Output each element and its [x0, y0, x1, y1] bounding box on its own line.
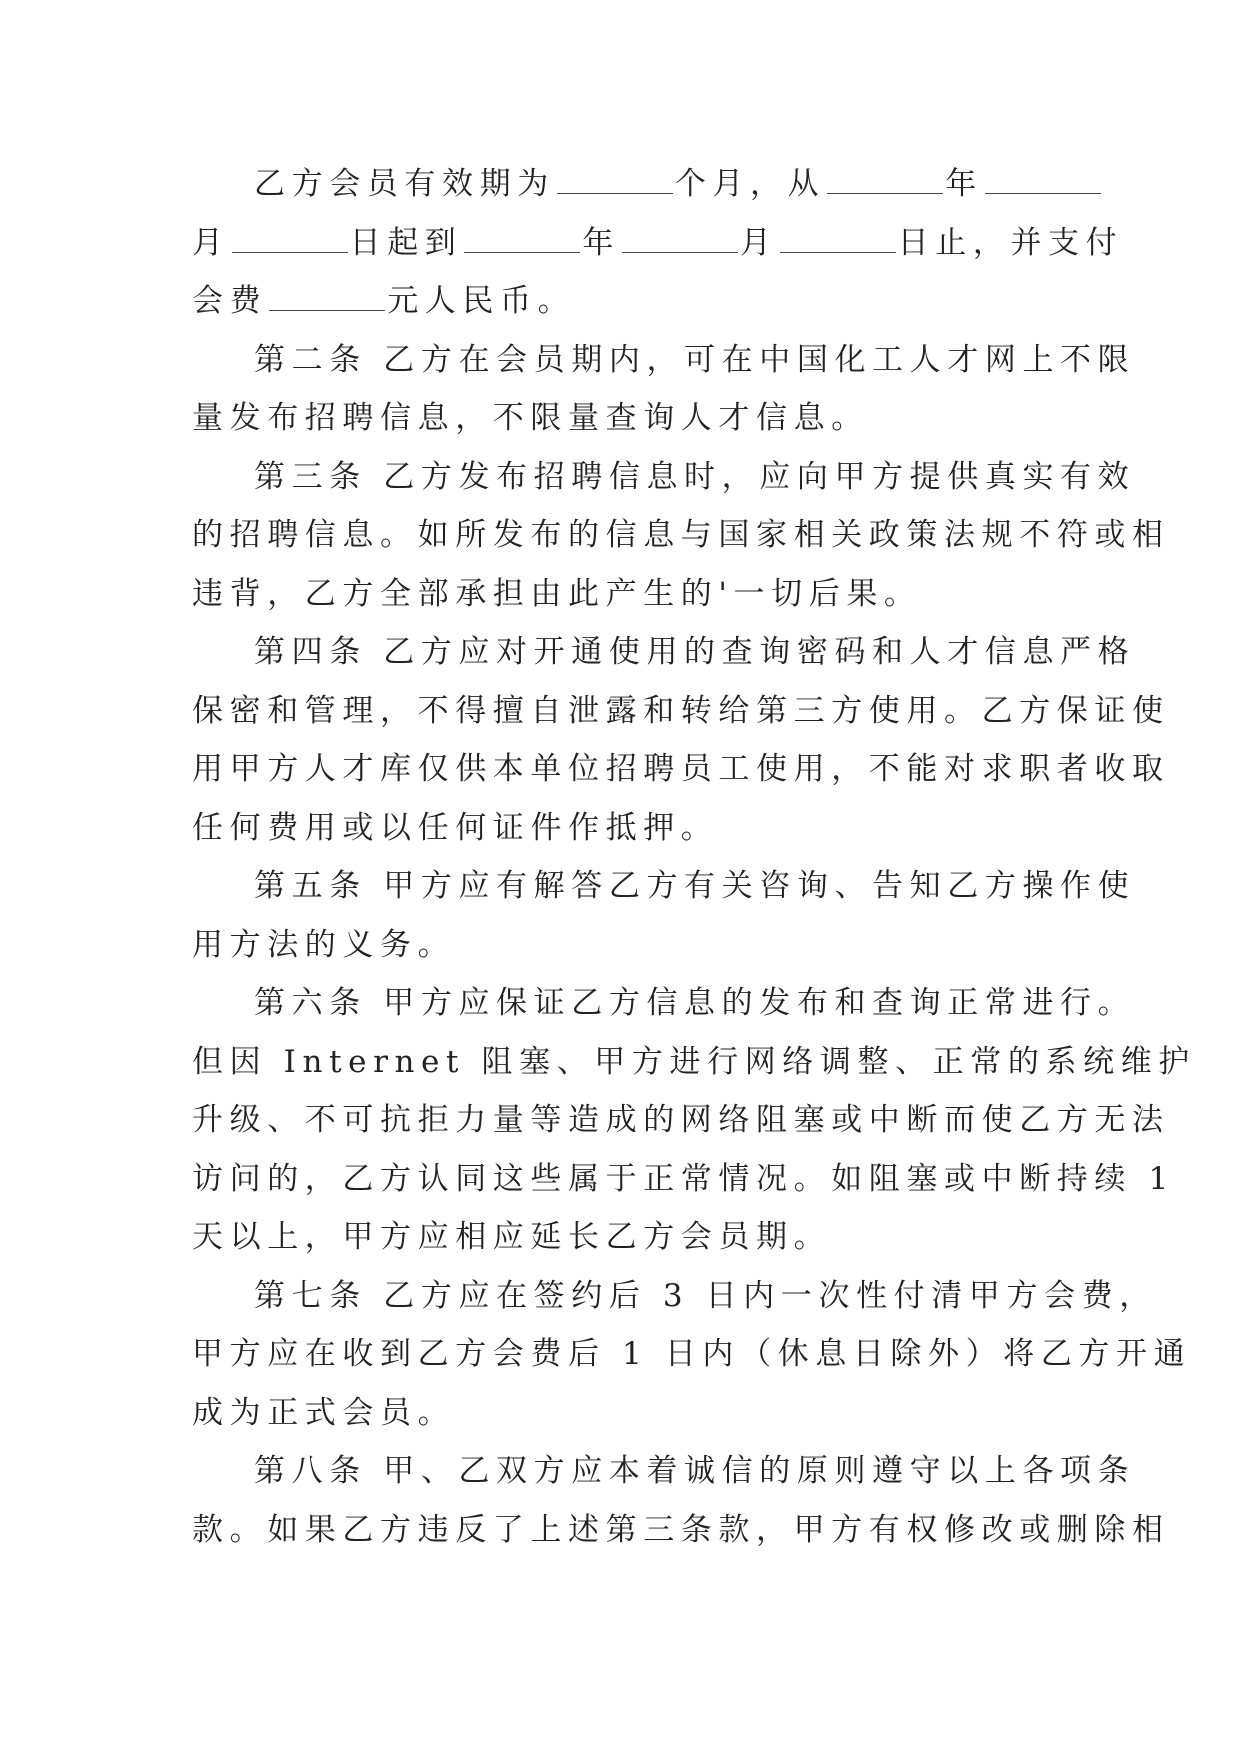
- paragraph-line: 保密和管理，不得擅自泄露和转给第三方使用。乙方保证使: [192, 692, 1170, 729]
- paragraph-line: 访问的，乙方认同这些属于正常情况。如阻塞或中断持续 1: [192, 1160, 1175, 1197]
- paragraph-line: 第六条 甲方应保证乙方信息的发布和查询正常进行。: [254, 985, 1136, 1021]
- text-segment: 月: [192, 224, 230, 261]
- paragraph-line: 用甲方人才库仅供本单位招聘员工使用，不能对求职者收取: [192, 751, 1170, 787]
- paragraph-line: 升级、不可抗拒力量等造成的网络阻塞或中断而使乙方无法: [192, 1102, 1170, 1138]
- article-6: [192, 974, 1196, 1267]
- document-body: [192, 155, 1196, 1559]
- paragraph-line: 用方法的义务。: [192, 926, 456, 963]
- text-segment: 年: [582, 224, 621, 261]
- paragraph-line: 量发布招聘信息，不限量查询人才信息。: [192, 400, 869, 436]
- paragraph-line: 违背，乙方全部承担由此产生的'一切后果。: [192, 575, 922, 612]
- months-blank[interactable]: [557, 163, 673, 194]
- end-month-blank[interactable]: [622, 222, 738, 253]
- paragraph-line: [192, 155, 1050, 214]
- paragraph-line: 款。如果乙方违反了上述第三条款，甲方有权修改或删除相: [192, 1511, 1170, 1548]
- article-4: [192, 623, 1170, 857]
- text-segment: 个月，从: [674, 166, 826, 202]
- article-2: [192, 331, 1136, 448]
- text-segment: 日止，并支付: [897, 224, 1124, 261]
- text-segment: 乙方会员有效期为: [254, 166, 555, 202]
- paragraph-line: 成为正式会员。: [192, 1394, 456, 1431]
- fee-amount-blank[interactable]: [269, 280, 385, 311]
- start-month-blank[interactable]: [985, 163, 1101, 194]
- end-year-blank[interactable]: [464, 222, 580, 253]
- paragraph-line: 甲方应在收到乙方会费后 1 日内（休息日除外）将乙方开通: [192, 1336, 1192, 1372]
- paragraph-line: 天以上，甲方应相应延长乙方会员期。: [192, 1219, 832, 1255]
- paragraph-line: [192, 272, 1050, 331]
- article-3: [192, 448, 1170, 624]
- paragraph-line: 第七条 乙方应在签约后 3 日内一次性付清甲方会费，: [254, 1277, 1157, 1314]
- article-8: [192, 1442, 1170, 1559]
- paragraph-line: 但因 Internet 阻塞、甲方进行网络调整、正常的系统维护: [192, 1043, 1196, 1080]
- paragraph-line: [192, 214, 1124, 273]
- text-segment: 会费: [192, 283, 268, 319]
- start-day-blank[interactable]: [232, 222, 348, 253]
- text-segment: 日起到: [349, 224, 463, 261]
- start-year-blank[interactable]: [827, 163, 943, 194]
- paragraph-line: 第八条 甲、乙双方应本着诚信的原则遵守以上各项条: [254, 1453, 1136, 1489]
- paragraph-line: 第二条 乙方在会员期内，可在中国化工人才网上不限: [254, 341, 1136, 378]
- text-segment: 年: [945, 166, 983, 202]
- article-5: [192, 857, 1136, 974]
- membership-period-paragraph: [192, 155, 1124, 331]
- paragraph-line: 第三条 乙方发布招聘信息时，应向甲方提供真实有效: [254, 458, 1136, 495]
- text-segment: 月: [740, 224, 778, 261]
- paragraph-line: 的招聘信息。如所发布的信息与国家相关政策法规不符或相: [192, 517, 1170, 553]
- text-segment: 元人民币。: [387, 283, 576, 319]
- paragraph-line: 第五条 甲方应有解答乙方有关咨询、告知乙方操作使: [254, 868, 1136, 904]
- end-day-blank[interactable]: [780, 222, 896, 253]
- paragraph-line: 第四条 乙方应对开通使用的查询密码和人才信息严格: [254, 634, 1136, 670]
- paragraph-line: 任何费用或以任何证件作抵押。: [192, 809, 719, 846]
- article-7: [192, 1267, 1192, 1443]
